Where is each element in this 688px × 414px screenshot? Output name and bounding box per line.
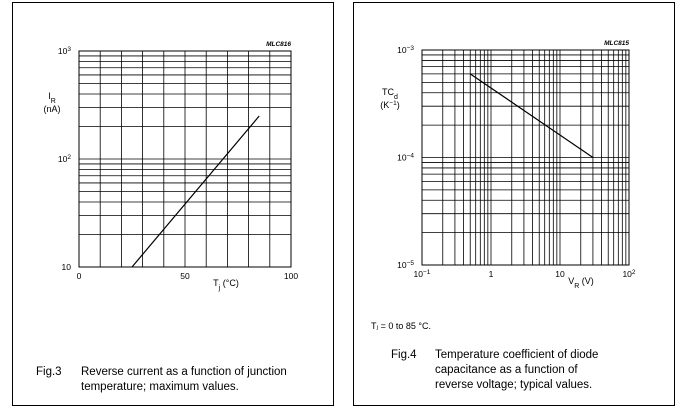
caption-line: temperature; maximum values.: [81, 381, 239, 393]
temperature-coefficient-chart: [354, 3, 676, 407]
x-axis-label: $T_j$ (°C): [213, 278, 239, 292]
y-tick-label: $10^{-5}$: [397, 259, 414, 270]
caption-number: Fig.4: [391, 349, 417, 361]
grid-lines: [79, 51, 291, 267]
x-tick-label: $10^{-1}$: [413, 268, 431, 279]
grid-lines: [422, 50, 629, 265]
caption-text: [81, 365, 287, 395]
y-tick-label: $10^3$: [57, 45, 71, 56]
caption-text: [435, 348, 598, 393]
x-tick-label: 10: [555, 269, 565, 279]
figure-4-panel: [353, 2, 675, 406]
y-axis-unit: (nA): [43, 104, 61, 114]
caption-line: capacitance as a function of: [435, 364, 578, 376]
x-tick-label: 50: [180, 271, 190, 281]
x-tick-label: $10^2$: [622, 268, 636, 279]
reverse-current-chart: [13, 3, 335, 407]
caption-number: Fig.3: [36, 366, 62, 378]
y-axis-unit: $(K^{-1})$: [380, 99, 400, 110]
figure-3-panel: [12, 2, 334, 406]
x-tick-label: 0: [76, 271, 82, 281]
x-tick-label: 1: [488, 269, 494, 279]
y-axis-label: $I_R$: [48, 91, 56, 105]
y-tick-label: $10^{-3}$: [397, 44, 414, 55]
caption-line: Temperature coefficient of diode: [435, 349, 599, 361]
data-series-line: [470, 74, 593, 158]
figure-code: MLC816: [266, 41, 291, 48]
y-axis-label: $TC_d$: [382, 87, 398, 101]
caption-line: Reverse current as a function of junction: [81, 366, 287, 378]
x-axis-label: $V_R$ (V): [568, 276, 594, 290]
caption-line: reverse voltage; typical values.: [435, 379, 593, 391]
x-tick-label: 100: [283, 271, 299, 281]
y-tick-label: $10^{-4}$: [397, 152, 414, 163]
conditions-note: Tⱼ = 0 to 85 °C.: [371, 321, 431, 331]
y-tick-label: 10: [61, 262, 71, 272]
y-tick-label: $10^2$: [57, 153, 71, 164]
figure-code: MLC815: [604, 40, 629, 47]
